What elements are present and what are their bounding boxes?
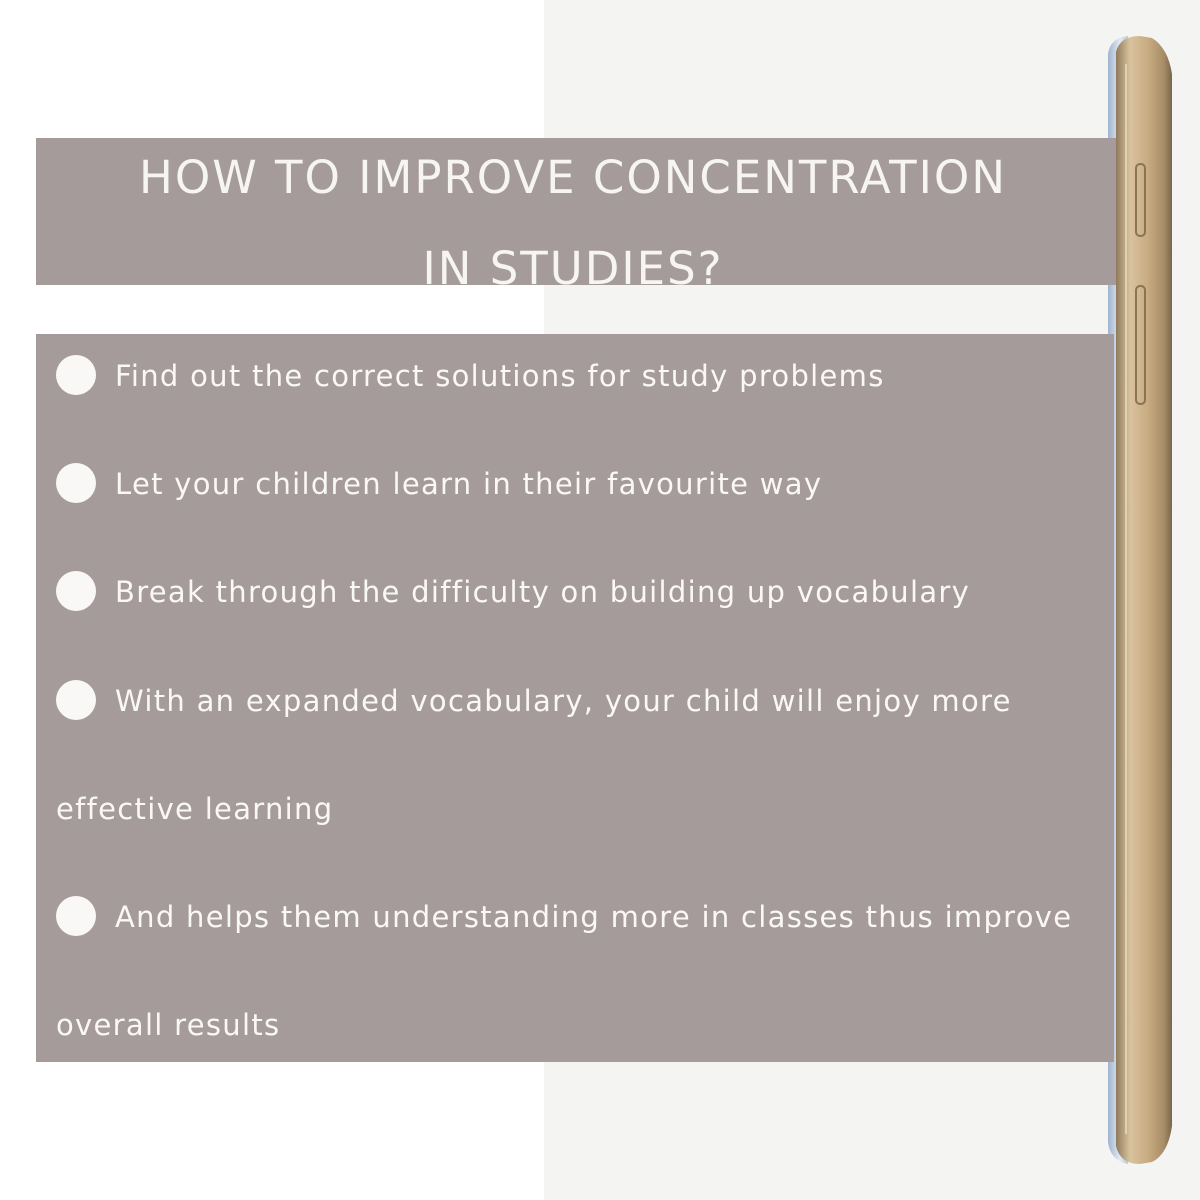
- title-line-1: HOW TO IMPROVE CONCENTRATION: [139, 151, 1007, 204]
- list-item: [56, 897, 1072, 939]
- list-item: [56, 681, 1012, 723]
- list-item-text: With an expanded vocabulary, your child will enjoy more: [115, 684, 1012, 718]
- list-item: [56, 356, 885, 398]
- list-item-text: Let your children learn in their favourite way: [115, 467, 823, 501]
- list-item-text: And helps them understanding more in classes thus improve: [115, 900, 1073, 934]
- bullet-icon: [56, 571, 96, 611]
- bullet-icon: [56, 463, 96, 503]
- list-item-continuation: effective learning: [56, 792, 334, 826]
- list-item-text: Break through the difficulty on building up vocabulary: [115, 575, 971, 609]
- list-item-text: Find out the correct solutions for study problems: [115, 359, 885, 393]
- list-item: [56, 572, 970, 614]
- page-title: [0, 132, 1146, 314]
- bullet-icon: [56, 355, 96, 395]
- list-item: [56, 464, 822, 506]
- list-item-continuation: overall results: [56, 1008, 281, 1042]
- bullet-icon: [56, 896, 96, 936]
- bullet-icon: [56, 680, 96, 720]
- title-line-2: IN STUDIES?: [422, 242, 724, 295]
